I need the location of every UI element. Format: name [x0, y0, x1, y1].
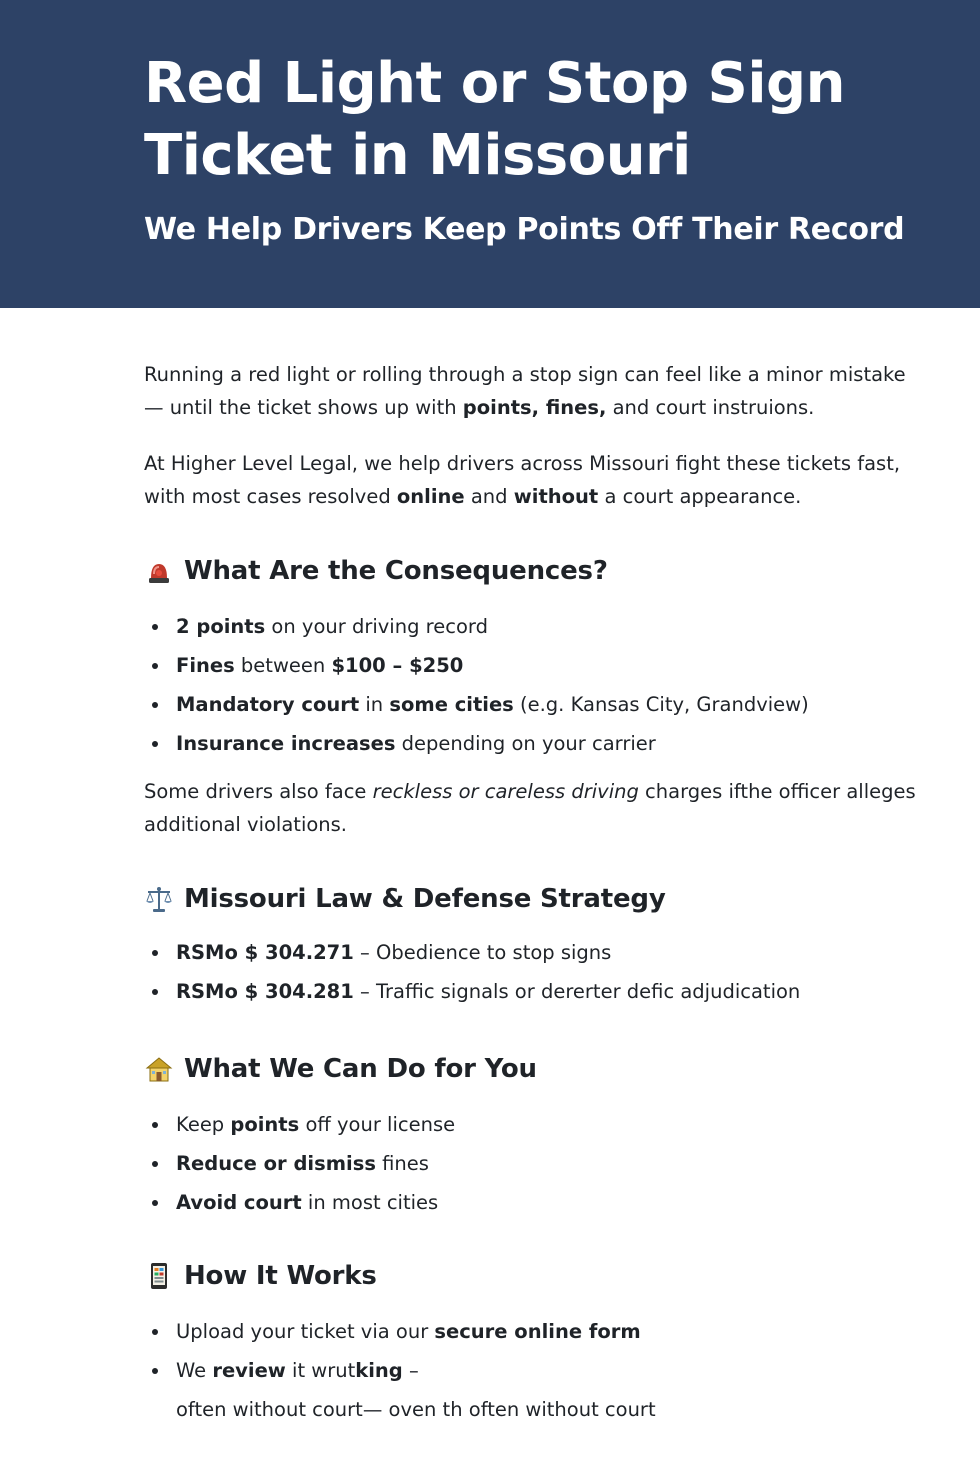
intro-emphasis: points, fines, — [462, 396, 607, 419]
item-text: fines — [375, 1152, 429, 1175]
intro-text: and court instruions. — [606, 396, 815, 419]
intro-emphasis: online — [396, 485, 465, 508]
section-heading-text: What Are the Consequences? — [184, 556, 608, 586]
item-text: – Obedience to stop signs — [353, 941, 612, 964]
statute-ref: RSMo $ 304.281 — [176, 980, 354, 1003]
item-text: off your license — [299, 1113, 456, 1136]
list-item — [144, 1351, 920, 1390]
item-text: between — [234, 654, 332, 677]
page-subtitle: We Help Drivers Keep Points Off Their Record — [144, 212, 905, 247]
item-text: in — [359, 693, 390, 716]
section-heading-law — [144, 881, 920, 917]
item-bold: king — [355, 1359, 403, 1382]
item-text: (e.g. Kansas City, Grandview) — [513, 693, 809, 716]
intro-text: a court appearance. — [598, 485, 802, 508]
item-bold: Mandatory court — [176, 693, 360, 716]
item-text: Upload your ticket via our — [176, 1320, 435, 1343]
section-heading-how — [144, 1258, 920, 1294]
consequences-list — [144, 607, 920, 763]
section-heading-help — [144, 1051, 920, 1087]
item-bold: Reduce or dismiss — [176, 1152, 376, 1175]
item-text: – — [402, 1359, 419, 1382]
section-heading-text: How It Works — [184, 1261, 377, 1291]
item-text: depending on your carrier — [395, 732, 656, 755]
item-bold: Fines — [176, 654, 235, 677]
item-bold: secure online form — [434, 1320, 641, 1343]
item-text: on your driving record — [265, 615, 488, 638]
item-text: We — [176, 1359, 213, 1382]
list-item — [144, 685, 920, 724]
intro-paragraph-1 — [144, 358, 920, 424]
page-title: Red Light or Stop Sign Ticket in Missouri — [144, 51, 846, 188]
list-item — [144, 724, 920, 763]
how-continuation: often without court— oven th often without court — [176, 1398, 656, 1421]
statute-ref: RSMo $ 304.271 — [176, 941, 354, 964]
item-text: Keep — [176, 1113, 231, 1136]
list-item — [144, 1144, 920, 1183]
section-heading-text: Missouri Law & Defense Strategy — [184, 884, 666, 914]
item-bold: 2 points — [176, 615, 266, 638]
list-item — [144, 972, 920, 1011]
help-list — [144, 1105, 920, 1222]
scales-icon — [144, 884, 174, 914]
house-icon — [144, 1054, 174, 1084]
article-body — [0, 308, 980, 1429]
law-list — [144, 933, 920, 1011]
note-text: charges ifthe officer alleges additional violations. — [144, 780, 916, 836]
intro-emphasis: without — [513, 485, 599, 508]
item-bold: Insurance increases — [176, 732, 396, 755]
note-text: Some drivers also face — [144, 780, 373, 803]
list-item — [144, 1312, 920, 1351]
section-heading-text: What We Can Do for You — [184, 1054, 537, 1084]
intro-text: Running a red light or rolling through a stop sign can feel like a minor mistake — until the ticket shows up with — [144, 363, 906, 419]
item-bold: Avoid court — [176, 1191, 302, 1214]
intro-text: and — [464, 485, 514, 508]
list-item — [144, 1105, 920, 1144]
intro-text: At Higher Level Legal, we help drivers across Missouri fight these tickets fast, with most cases resolved — [144, 452, 901, 508]
section-heading-consequences — [144, 553, 920, 589]
item-bold: review — [212, 1359, 286, 1382]
list-item — [144, 646, 920, 685]
note-emphasis: reckless or careless driving — [372, 780, 639, 803]
intro-paragraph-2 — [144, 447, 920, 513]
item-text: – Traffic signals or dererter defic adjudication — [353, 980, 801, 1003]
how-list — [144, 1312, 920, 1390]
item-text: it wrut — [285, 1359, 356, 1382]
item-bold: $100 – $250 — [331, 654, 464, 677]
phone-icon — [144, 1261, 174, 1291]
item-bold: points — [230, 1113, 300, 1136]
list-item — [144, 933, 920, 972]
item-text: in most cities — [301, 1191, 439, 1214]
item-bold: some cities — [389, 693, 514, 716]
list-item — [144, 1183, 920, 1222]
consequences-note — [144, 775, 920, 841]
list-item — [144, 607, 920, 646]
siren-icon — [144, 556, 174, 586]
hero-banner — [0, 0, 980, 308]
